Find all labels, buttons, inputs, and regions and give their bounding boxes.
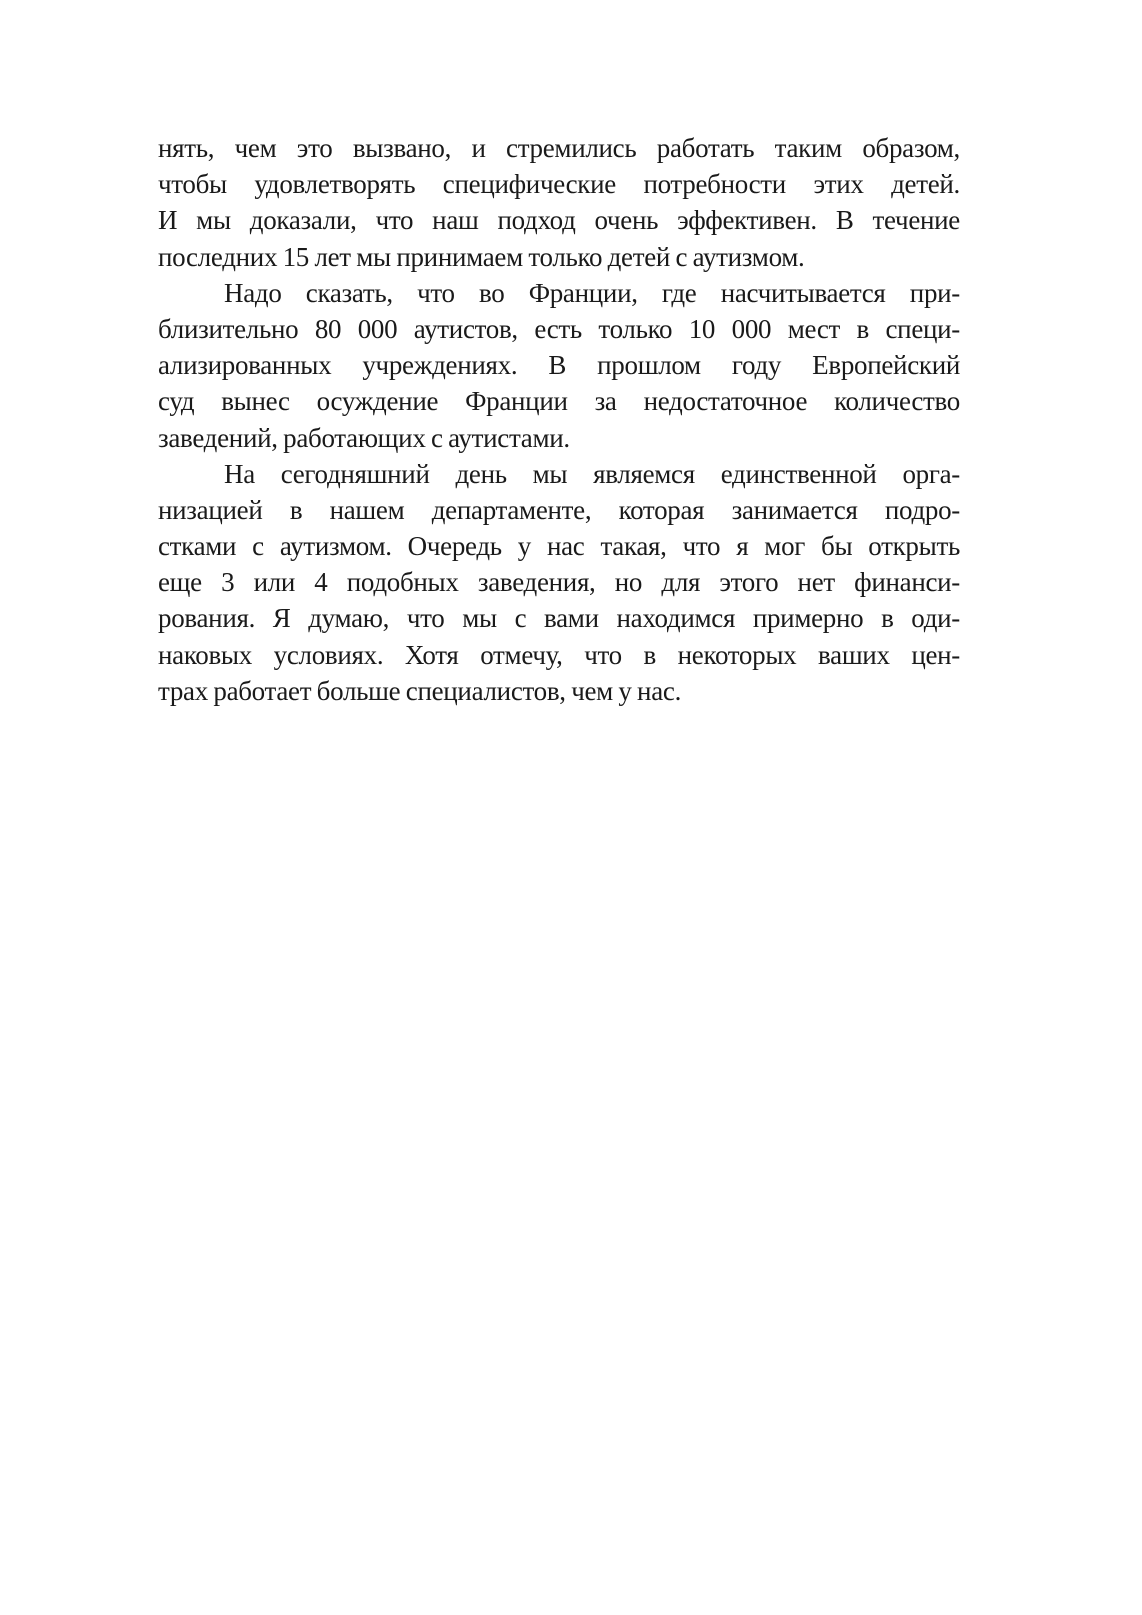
- text-line: И мы доказали, что наш подход очень эффективен. В течение: [158, 205, 960, 236]
- text-line: низацией в нашем департаменте, которая занимается подро-: [158, 494, 960, 525]
- paragraph-3: [158, 456, 960, 709]
- text-line: последних 15 лет мы принимаем только детей с аутизмом.: [158, 241, 805, 272]
- text-line: ализированных учреждениях. В прошлом году Европейский: [158, 350, 960, 381]
- text-line: суд вынес осуждение Франции за недостаточное количество: [158, 386, 960, 417]
- text-line: На сегодняшний день мы являемся единственной орга-: [224, 458, 960, 489]
- paragraph-1: [158, 130, 960, 275]
- paragraph-2: [158, 275, 960, 456]
- text-line: стками с аутизмом. Очередь у нас такая, что я мог бы открыть: [158, 531, 960, 562]
- text-line: еще 3 или 4 подобных заведения, но для этого нет финанси-: [158, 567, 960, 598]
- text-line: нять, чем это вызвано, и стремились работать таким образом,: [158, 133, 960, 163]
- text-line: Надо сказать, что во Франции, где насчитывается при-: [224, 277, 960, 308]
- text-line: близительно 80 000 аутистов, есть только 10 000 мест в специ-: [158, 313, 960, 344]
- text-line: рования. Я думаю, что мы с вами находимся примерно в оди-: [158, 603, 960, 634]
- body-text: [158, 130, 960, 709]
- text-line: трах работает больше специалистов, чем у нас.: [158, 675, 682, 706]
- text-line: чтобы удовлетворять специфические потребности этих детей.: [158, 169, 960, 200]
- text-line: наковых условиях. Хотя отмечу, что в некоторых ваших цен-: [158, 639, 960, 670]
- text-line: заведений, работающих с аутистами.: [158, 422, 570, 453]
